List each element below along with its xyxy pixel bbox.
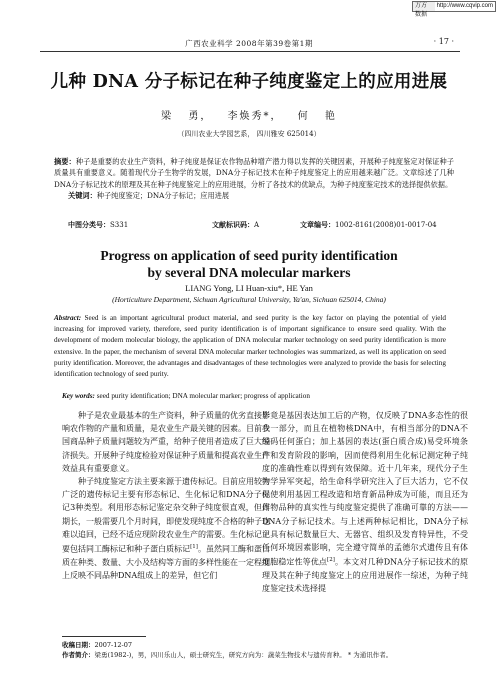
body-paragraph: 种子纯度鉴定方法主要来源于遗传标记。目前应用较为广泛的遗传标记主要有形态标记、生化标记和DNA分子标记3种类型。利用形态标记鉴定杂交种子纯度很直观，但周期长，一般需要几个月时间，即使发现纯度不合格的种子也难以追回，已经不适应现阶段农业生产的需要。生化标记主要包括同工酶标记和种子蛋白质标记[1]。虽然同工酶和蛋白质在种类、数量、大小及结构等方面的多样性能在一定程度上反映不同品种DNA组成上的差异，但它们 xyxy=(62,477,271,581)
english-authors: LIANG Yong, LI Huan-xiu*, HE Yan xyxy=(185,283,313,293)
english-keywords-text: seed purity identification; DNA molecular marker; progress of application xyxy=(96,392,310,400)
body-paragraph: 种子是农业最基本的生产资料，种子质量的优劣直接影响农作物的产量和质量，是农业生产最关键的因素。目前我国商品种子质量问题较为严重，给种子使用者造成了巨大经济损失。开展种子纯度检验对保证种子质量和提高农业生产效益具有重要意义。 xyxy=(62,411,270,473)
english-abstract-label: Abstract: xyxy=(54,314,82,322)
clc-number: 中图分类号：S331 xyxy=(68,221,129,229)
citation: [2] xyxy=(327,557,335,564)
authors: 梁 勇， 李焕秀*， 何 艳 xyxy=(161,111,337,122)
keywords-cn-text: 种子纯度鉴定；DNA分子标记；应用进展 xyxy=(96,191,230,201)
body-paragraph: 毕竟是基因表达加工后的产物，仅反映了DNA多态性的很少一部分，而且在植物核DNA中，有相当部分的DNA不编码任何蛋白；加上基因的表达(蛋白质合成)易受环境条件和发育阶段的影响，因而使得利用生化标记测定种子纯度的准确性难以得到有效保障。近十几年来，现代分子生物学异军突起，给生命科学研究注入了巨大活力，它不仅促使利用基因工程改造和培育新品种成为可能，而且还为作物品种的真实性与纯度鉴定提供了准确可靠的方法——DNA分子标记技术。与上述两种标记相比，DNA分子标记具有标记数量巨大、无器官、组织及发育特异性，不受任何环境因素影响，完全遵守简单的孟德尔式遗传且有体细胞稳定性等优点[2]。本文对几种DNA分子标记技术的原理及其在种子纯度鉴定上的应用进展作一综述，为种子纯度鉴定技术选择提 xyxy=(262,411,468,594)
citation: [1] xyxy=(190,544,198,551)
english-abstract xyxy=(54,313,446,380)
abstract-cn xyxy=(54,156,454,202)
body-left-column xyxy=(62,409,270,582)
english-title-line1: Progress on application of seed purity identification xyxy=(100,248,398,263)
affiliation: （四川农业大学园艺系， 四川雅安 625014） xyxy=(177,130,321,138)
journal-issue: 广西农业科学 2008年第39卷第1期 xyxy=(185,39,313,48)
page-number: · 17 · xyxy=(433,37,454,46)
received-date: 收稿日期：2007-12-07 xyxy=(62,641,132,649)
footnote-rule xyxy=(62,636,146,637)
abstract-cn-text: 种子是重要的农业生产资料，种子纯度是保证农作物品种增产潜力得以发挥的关键因素，开展种子纯度鉴定对保证种子质量具有重要意义。随着现代分子生物学的发展，DNA分子标记技术在种子纯度鉴定上的应用越来越广泛。文章综述了几种DNA分子标记技术的原理及其在种子纯度鉴定上的应用进展，分析了各技术的优缺点，为种子纯度鉴定技术的选择提供依据。 xyxy=(54,157,454,189)
english-abstract-text: Seed is an important agricultural product material, and seed purity is the key factor on playing the potential of yield increasing for improved variety, therefore, seed purity identification is of important significance to ensure seed quality. With the development of modern molecular biology, the application of DNA molecular marker technology on seed purity identification is more extensive. In the paper, the mechanism of several DNA molecular marker technologies was summarized, as well its application on seed purity identification. Moreover, the advantages and disadvantages of these technologies were analyzed to provide the basis for selecting identification technology of seed purity. xyxy=(54,314,446,379)
english-keywords xyxy=(62,392,452,400)
watermark xyxy=(412,1,496,18)
watermark-url: http://www.cqvip.com xyxy=(436,3,493,9)
english-title-line2: by several DNA molecular markers xyxy=(147,265,351,280)
document-code: 文献标识码：A xyxy=(212,221,260,229)
watermark-source: 万方数据 xyxy=(413,2,435,11)
english-affiliation: (Horticulture Department, Sichuan Agricultural University, Ya'an, Sichuan 625014, China) xyxy=(112,295,386,304)
abstract-cn-label: 摘要： xyxy=(54,157,76,166)
author-bio: 作者简介：梁勇(1982-)，男，四川乐山人，硕士研究生，研究方向为：蔬菜生物技术与遗传育种。 * 为通讯作者。 xyxy=(62,651,393,659)
body-right-column xyxy=(262,409,468,596)
header-rule xyxy=(40,51,460,52)
article-title: 儿种 DNA 分子标记在种子纯度鉴定上的应用进展 xyxy=(50,72,448,92)
keywords-cn-label: 关键词： xyxy=(68,191,97,201)
english-keywords-label: Key words: xyxy=(62,392,95,400)
english-title xyxy=(0,247,498,281)
article-id: 文章编号：1002-8161(2008)01-0017-04 xyxy=(300,221,437,229)
